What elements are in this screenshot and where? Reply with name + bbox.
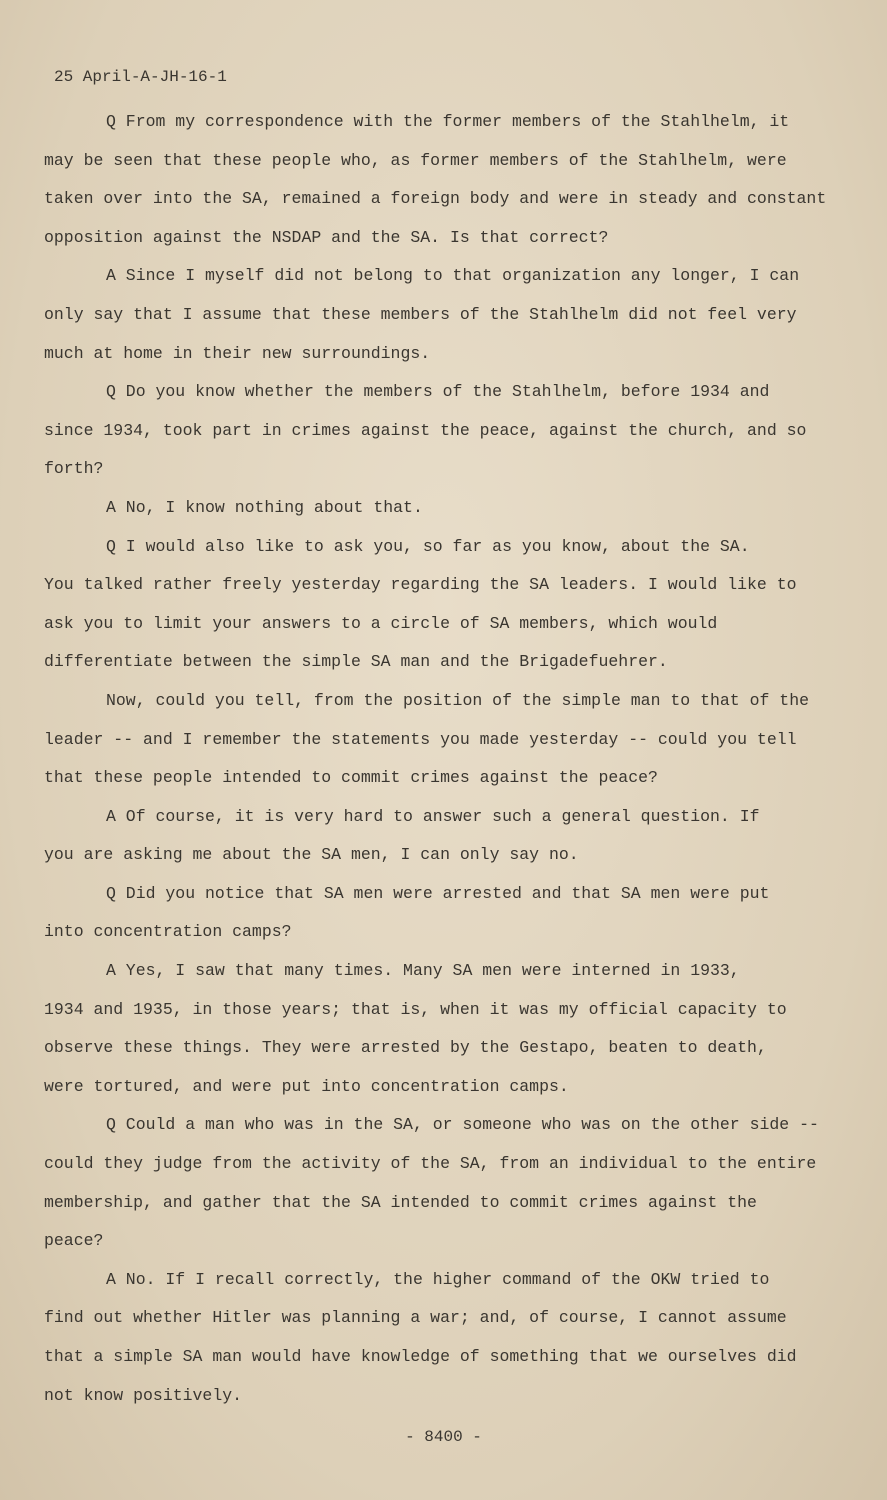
text-line: Q Did you notice that SA men were arrested and that SA men were put	[106, 883, 770, 903]
text-line: much at home in their new surroundings.	[44, 343, 431, 363]
text-line: into concentration camps?	[44, 922, 292, 942]
text-lines	[44, 112, 827, 1424]
text-line: 1934 and 1935, in those years; that is, when it was my official capacity to	[44, 999, 787, 1019]
text-line: You talked rather freely yesterday regarding the SA leaders. I would like to	[44, 575, 797, 595]
text-line: A No, I know nothing about that.	[106, 497, 423, 517]
text-line: opposition against the NSDAP and the SA. Is that correct?	[44, 227, 609, 247]
text-line: that these people intended to commit crimes against the peace?	[44, 768, 658, 788]
text-line: Now, could you tell, from the position of the simple man to that of the	[106, 690, 810, 710]
text-line: may be seen that these people who, as former members of the Stahlhelm, were	[44, 150, 787, 170]
text-line: could they judge from the activity of the SA, from an individual to the entire	[44, 1154, 817, 1174]
text-line: not know positively.	[44, 1385, 243, 1405]
document-body	[44, 112, 827, 1424]
text-line: leader -- and I remember the statements you made yesterday -- could you tell	[44, 729, 797, 749]
document-reference: 25 April-A-JH-16-1	[54, 68, 227, 86]
text-line: you are asking me about the SA men, I can only say no.	[44, 845, 579, 865]
text-line: that a simple SA man would have knowledge of something that we ourselves did	[44, 1347, 797, 1366]
text-line: find out whether Hitler was planning a war; and, of course, I cannot assume	[44, 1308, 787, 1328]
page-number: - 8400 -	[405, 1428, 482, 1446]
text-line: A No. If I recall correctly, the higher command of the OKW tried to	[106, 1269, 770, 1289]
text-line: peace?	[44, 1231, 104, 1251]
text-line: Q Could a man who was in the SA, or someone who was on the other side --	[106, 1115, 819, 1135]
text-line: membership, and gather that the SA intended to commit crimes against the	[44, 1192, 757, 1212]
text-line: differentiate between the simple SA man and the Brigadefuehrer.	[44, 652, 668, 672]
text-line: taken over into the SA, remained a foreign body and were in steady and constant	[44, 189, 827, 209]
text-line: Q From my correspondence with the former members of the Stahlhelm, it	[106, 112, 790, 131]
text-line: Q I would also like to ask you, so far as you know, about the SA.	[106, 536, 750, 556]
text-line: were tortured, and were put into concentration camps.	[44, 1076, 569, 1096]
text-line: since 1934, took part in crimes against the peace, against the church, and so	[44, 420, 807, 440]
text-line: A Of course, it is very hard to answer such a general question. If	[106, 806, 760, 826]
text-line: A Since I myself did not belong to that organization any longer, I can	[106, 266, 800, 286]
text-line: Q Do you know whether the members of the Stahlhelm, before 1934 and	[106, 382, 770, 402]
text-line: A Yes, I saw that many times. Many SA men were interned in 1933,	[106, 961, 740, 981]
text-line: only say that I assume that these members of the Stahlhelm did not feel very	[44, 304, 797, 324]
text-line: forth?	[44, 459, 104, 479]
text-line: ask you to limit your answers to a circle of SA members, which would	[44, 613, 718, 633]
text-line: observe these things. They were arrested by the Gestapo, beaten to death,	[44, 1038, 767, 1058]
